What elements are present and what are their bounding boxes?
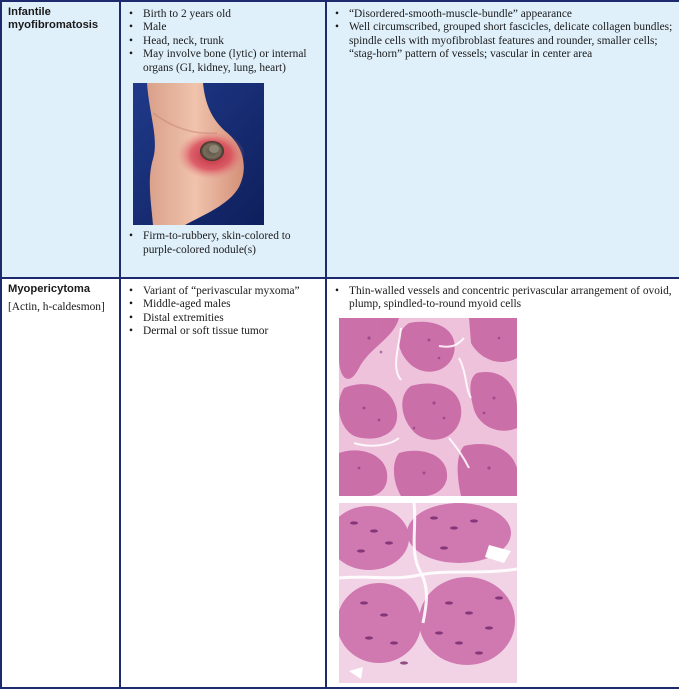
leg-nodule-image bbox=[133, 83, 264, 225]
entity-cell bbox=[1, 1, 120, 278]
histology-image-low-power bbox=[339, 318, 517, 496]
list-item: • Well circumscribed, grouped short fascicles, delicate collagen bundles; spindle cells with myofibroblast features and rounder, smaller cells; “stag-horn” pattern of vessels; vascular in center area bbox=[333, 21, 674, 61]
histology-cell bbox=[326, 278, 679, 688]
clinical-list bbox=[127, 8, 320, 75]
list-item: • Distal extremities bbox=[127, 312, 320, 325]
list-item: • Dermal or soft tissue tumor bbox=[127, 325, 320, 338]
list-item: • Birth to 2 years old bbox=[127, 8, 320, 21]
list-item: • “Disordered-smooth-muscle-bundle” appearance bbox=[333, 8, 674, 21]
table-row bbox=[1, 278, 679, 688]
list-item: • Thin-walled vessels and concentric perivascular arrangement of ovoid, plump, spindled-to-round myoid cells bbox=[333, 285, 674, 312]
list-item: • Head, neck, trunk bbox=[127, 35, 320, 48]
clinical-list bbox=[127, 285, 320, 339]
clinical-cell bbox=[120, 1, 326, 278]
clinical-photo bbox=[133, 83, 264, 225]
entity-cell bbox=[1, 278, 120, 688]
histology-image-high-power bbox=[339, 503, 517, 683]
table-row bbox=[1, 1, 679, 278]
histology-list bbox=[333, 285, 674, 312]
entity-name: Infantile myofibromatosis bbox=[8, 6, 99, 32]
list-item: • Variant of “perivascular myxoma” bbox=[127, 285, 320, 298]
histology-cell bbox=[326, 1, 679, 278]
list-item: • Middle-aged males bbox=[127, 298, 320, 311]
entity-name: Myopericytoma bbox=[8, 283, 91, 295]
list-item: • Firm-to-rubbery, skin-colored to purple-colored nodule(s) bbox=[127, 230, 320, 257]
histology-low-power-image bbox=[339, 318, 517, 496]
clinical-list-continued bbox=[127, 230, 320, 257]
list-item: • May involve bone (lytic) or internal organs (GI, kidney, lung, heart) bbox=[127, 48, 320, 75]
list-item: • Male bbox=[127, 21, 320, 34]
clinical-cell bbox=[120, 278, 326, 688]
entity-stains: [Actin, h-caldesmon] bbox=[8, 301, 105, 314]
histology-high-power-image bbox=[339, 503, 517, 683]
histology-list bbox=[333, 8, 674, 62]
